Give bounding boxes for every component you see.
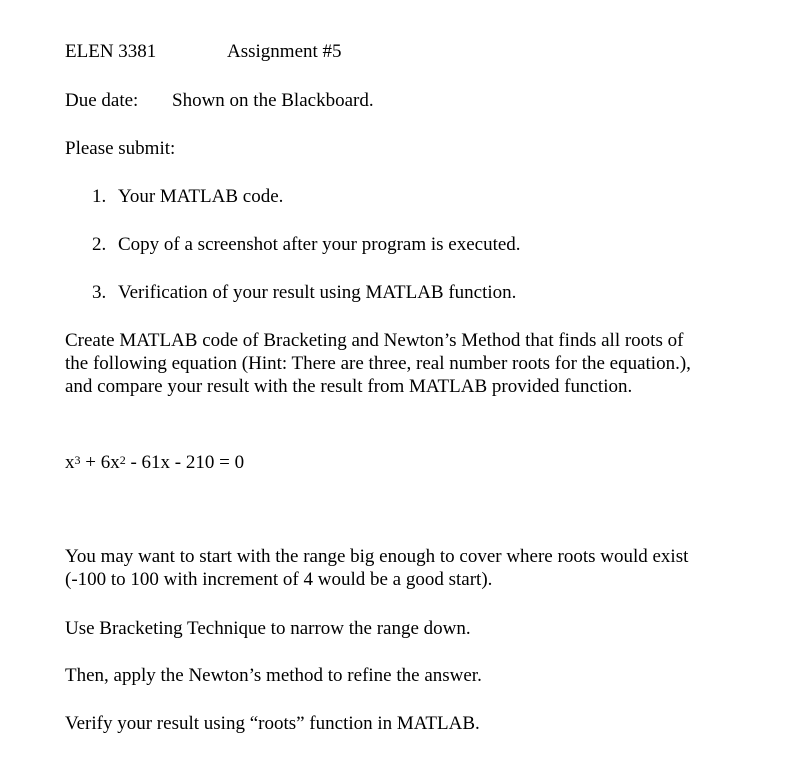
task-line-3: and compare your result with the result from MATLAB provided function. [65, 376, 633, 397]
list-item [92, 186, 283, 208]
task-line-1: Create MATLAB code of Bracketing and Newton’s Method that finds all roots of [65, 330, 684, 351]
range-hint-line-2: (-100 to 100 with increment of 4 would be a good start). [65, 569, 493, 590]
newton-instruction: Then, apply the Newton’s method to refine the answer. [65, 665, 482, 686]
equation-exponent: 3 [74, 453, 81, 467]
verify-instruction: Verify your result using “roots” function in MATLAB. [65, 713, 480, 734]
list-item-text: Copy of a screenshot after your program is executed. [118, 234, 521, 255]
equation-part: + 6x [80, 452, 120, 473]
list-item-text: Verification of your result using MATLAB function. [118, 282, 517, 303]
bracketing-instruction: Use Bracketing Technique to narrow the range down. [65, 618, 471, 639]
course-code: ELEN 3381 [65, 41, 157, 62]
list-item [92, 282, 516, 304]
list-item [92, 234, 521, 256]
task-line-2: the following equation (Hint: There are three, real number roots for the equation.), [65, 353, 691, 374]
range-hint-line-1: You may want to start with the range big enough to cover where roots would exist [65, 546, 689, 567]
due-date-label: Due date: [65, 90, 139, 111]
equation-part: x [65, 452, 75, 473]
submit-heading: Please submit: [65, 138, 176, 159]
assignment-title: Assignment #5 [227, 41, 342, 62]
equation-exponent: 2 [119, 453, 126, 467]
equation-part: - 61x - 210 = 0 [125, 452, 245, 473]
list-item-number: 3. [92, 282, 107, 303]
list-item-text: Your MATLAB code. [118, 186, 284, 207]
list-item-number: 1. [92, 186, 107, 207]
equation [65, 452, 244, 474]
due-date-value: Shown on the Blackboard. [172, 90, 374, 111]
list-item-number: 2. [92, 234, 107, 255]
